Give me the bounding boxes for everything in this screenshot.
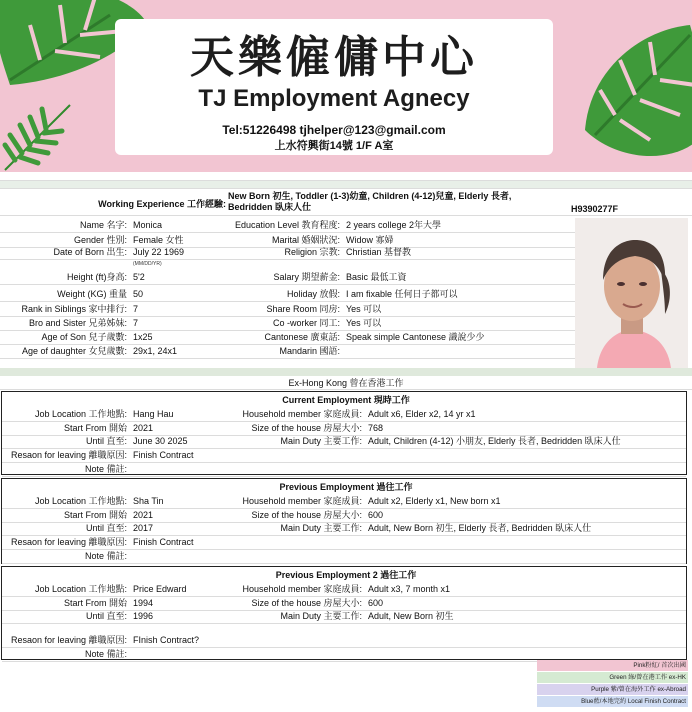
employment-label: Until 直至: — [85, 611, 127, 621]
employment-value: 600 — [368, 510, 384, 520]
profile-value: 29x1, 24x1 — [133, 346, 178, 356]
profile-value: July 22 1969 — [133, 247, 185, 257]
profile-value: Yes 可以 — [346, 318, 382, 328]
employment-value: Adult x3, 7 month x1 — [368, 584, 451, 594]
employment-label: Note 備註: — [84, 551, 127, 561]
agency-title-card — [115, 19, 553, 155]
work-experience-value-cont: Bedridden 臥床人仕 — [228, 202, 312, 212]
employment-value: Hang Hau — [133, 409, 174, 419]
profile-value: Yes 可以 — [346, 304, 382, 314]
profile-value: 5'2 — [133, 272, 145, 282]
employment-label: Main Duty 主要工作: — [280, 436, 362, 446]
profile-label: Name 名字: — [79, 220, 127, 230]
agency-banner — [0, 0, 692, 172]
employment-title: Previous Employment 2 過往工作 — [275, 570, 417, 580]
profile-label: Co -worker 同工: — [272, 318, 340, 328]
employment-value: 768 — [368, 423, 384, 433]
profile-value: Christian 基督教 — [346, 247, 412, 257]
profile-value: 1x25 — [133, 332, 153, 342]
legend-item: Pink粉紅/ 首次出國 — [537, 660, 688, 671]
employment-label: Start From 開始 — [63, 510, 127, 520]
profile-label: Bro and Sister 兄弟姊妹: — [28, 318, 127, 328]
profile-label: Cantonese 廣東話: — [264, 332, 340, 342]
employment-value: 1994 — [133, 598, 154, 608]
legend-item: Blue藍/本地完約 Local Finish Contract — [537, 696, 688, 707]
employment-title: Previous Employment 過往工作 — [279, 482, 413, 492]
row-divider — [2, 476, 686, 477]
employment-label: Size of the house 房屋大小: — [251, 423, 362, 433]
legend-item: Green 綠/曾在港工作 ex-HK — [537, 672, 688, 683]
monstera-leaf-right-icon — [560, 20, 692, 170]
employment-label: Size of the house 房屋大小: — [251, 510, 362, 520]
profile-label: Gender 性別: — [73, 235, 127, 245]
employment-value: Finish Contract — [133, 537, 194, 547]
portrait-image — [575, 218, 688, 368]
profile-label: Age of daughter 女兒歲數: — [21, 346, 127, 356]
employment-value: 600 — [368, 598, 384, 608]
profile-label: Holiday 放假: — [286, 289, 340, 299]
profile-value: Basic 最低工資 — [346, 272, 407, 282]
profile-label: Mandarin 國語: — [279, 346, 340, 356]
employment-value: Finish Contract — [133, 450, 194, 460]
profile-value: I am fixable 任何日子都可以 — [346, 289, 458, 299]
employment-status: Ex-Hong Kong 曾在香港工作 — [288, 378, 404, 388]
agency-address: 上水符興街14號 1/F A室 — [274, 140, 394, 152]
profile-value: Speak simple Cantonese 識說少少 — [346, 332, 485, 342]
profile-value: Monica — [133, 220, 163, 230]
employment-value: Price Edward — [133, 584, 187, 594]
employment-value: Adult, New Born 初生, Elderly 長者, Bedridden 臥床人仕 — [368, 523, 592, 533]
employment-label: Job Location 工作地點: — [34, 409, 127, 419]
employment-value: 2021 — [133, 423, 154, 433]
work-experience-label: Working Experience 工作經驗: — [98, 199, 226, 209]
row-divider — [2, 623, 686, 624]
row-divider — [0, 284, 575, 285]
agency-contact: Tel:51226498 tjhelper@123@gmail.com — [222, 123, 446, 137]
palm-leaf-icon — [0, 95, 80, 172]
row-divider — [0, 232, 575, 233]
employment-label: Main Duty 主要工作: — [280, 611, 362, 621]
employment-value: 2017 — [133, 523, 154, 533]
profile-label: Date of Born 出生: — [53, 247, 127, 257]
profile-value: Female 女性 — [133, 235, 184, 245]
employment-value: Adult, New Born 初生 — [368, 611, 454, 621]
profile-value: 50 — [133, 289, 144, 299]
row-divider — [0, 301, 575, 302]
profile-label: Education Level 教育程度: — [234, 220, 340, 230]
employment-value: FInish Contract? — [133, 635, 200, 645]
employment-label: Resaon for leaving 離職原因: — [10, 450, 127, 460]
employment-label: Size of the house 房屋大小: — [251, 598, 362, 608]
profile-label: Share Room 同房: — [266, 304, 340, 314]
profile-value: 7 — [133, 304, 139, 314]
employment-value: Sha Tin — [133, 496, 164, 506]
employment-label: Note 備註: — [84, 464, 127, 474]
employment-value: Adult, Children (4-12) 小朋友, Elderly 長者, Bedridden 臥床人仕 — [368, 436, 621, 446]
employment-label: Note 備註: — [84, 649, 127, 659]
profile-label: Rank in Siblings 家中排行: — [21, 304, 127, 314]
profile-value: Widow 寡婦 — [346, 235, 394, 245]
row-divider — [2, 563, 686, 564]
profile-value: 7 — [133, 318, 139, 328]
row-divider — [0, 358, 575, 359]
employment-label: Start From 開始 — [63, 423, 127, 433]
profile-label: Salary 期望薪金: — [273, 272, 340, 282]
work-experience-value: New Born 初生, Toddler (1-3)幼童, Children (4-12)兒童, Elderly 長者, — [228, 191, 512, 201]
employment-label: Main Duty 主要工作: — [280, 523, 362, 533]
profile-label: Marital 婚姻狀況: — [271, 235, 340, 245]
employment-label: Household member 家庭成員: — [242, 584, 362, 594]
employment-value: Adult x6, Elder x2, 14 yr x1 — [368, 409, 476, 419]
reference-number: H9390277F — [571, 204, 619, 214]
employment-label: Resaon for leaving 離職原因: — [10, 537, 127, 547]
agency-name-english: TJ Employment Agnecy — [198, 85, 470, 112]
profile-label: Religion 宗教: — [284, 247, 340, 257]
employment-value: 1996 — [133, 611, 154, 621]
profile-label: Age of Son 兒子歲數: — [41, 332, 127, 342]
employment-label: Until 直至: — [85, 523, 127, 533]
employment-label: Start From 開始 — [63, 598, 127, 608]
employment-value: 2021 — [133, 510, 154, 520]
dob-format-hint: (MM/DD/YR) — [133, 261, 162, 267]
employment-label: Household member 家庭成員: — [242, 496, 362, 506]
employment-label: Household member 家庭成員: — [242, 409, 362, 419]
employment-title: Current Employment 現時工作 — [282, 395, 410, 405]
profile-label: Height (ft)身高: — [66, 272, 127, 282]
employment-label: Resaon for leaving 離職原因: — [10, 635, 127, 645]
row-divider — [0, 259, 575, 260]
profile-value: 2 years college 2年大學 — [346, 220, 442, 230]
employment-label: Job Location 工作地點: — [34, 584, 127, 594]
employment-value: June 30 2025 — [133, 436, 188, 446]
employment-label: Until 直至: — [85, 436, 127, 446]
agency-name-chinese: 天樂僱傭中心 — [190, 32, 478, 83]
profile-label: Weight (KG) 重量 — [57, 289, 127, 299]
employment-label: Job Location 工作地點: — [34, 496, 127, 506]
candidate-photo — [575, 218, 688, 368]
legend-item: Purple 紫/曾在海外工作 ex-Abroad — [537, 684, 688, 695]
employment-value: Adult x2, Elderly x1, New born x1 — [368, 496, 501, 506]
